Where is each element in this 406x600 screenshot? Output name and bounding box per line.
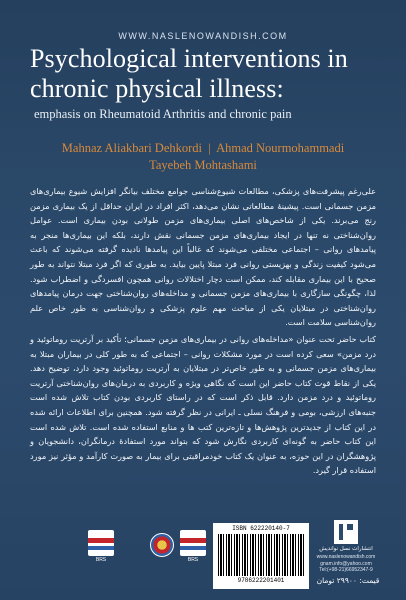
book-subtitle: emphasis on Rheumatoid Arthritis and chronic pain [34, 107, 292, 121]
publisher-email: gnam.info@yahoo.com [320, 560, 372, 567]
title-line-2: chronic physical illness: [30, 74, 284, 103]
emblem-icon [150, 533, 174, 557]
barcode-icon [218, 534, 304, 576]
publisher-website-small: www.naslenowandish.com [316, 554, 376, 560]
author-separator: | [208, 141, 211, 155]
publisher-logo-icon [334, 520, 358, 544]
author-2: Ahmad Nourmohammadi [216, 141, 345, 155]
author-1: Mahnaz Aliakbari Dehkordi [61, 141, 203, 155]
book-price: قیمت: ۲۹۹۰۰ تومان [316, 576, 380, 585]
isbn-barcode-box [213, 523, 309, 589]
authors-block [30, 140, 376, 174]
publisher-website: WWW.NASLENOWANDISH.COM [118, 31, 288, 41]
book-title [30, 44, 390, 104]
publisher-phone: Tel:(+98-21)66952347-9 [319, 567, 373, 573]
back-cover-footer [0, 500, 406, 600]
isbn-digits: 9786222201401 [237, 577, 285, 584]
certification-label-left: BRS [95, 557, 107, 563]
publisher-block [306, 520, 386, 574]
certification-badge-left [88, 530, 114, 568]
certification-label-right: BRS [187, 557, 199, 563]
author-3: Tayebeh Mohtashami [149, 158, 257, 172]
certification-badge-right [180, 530, 206, 568]
publisher-name: انتشارات نسل نواندیش [319, 546, 373, 552]
isbn-label: ISBN 622220140-7 [232, 525, 290, 532]
authors-line-1 [30, 140, 376, 157]
description-paragraph-1: علی‌رغم پیشرفت‌های پزشکی، مطالعات شیوع‌شناسی جوامع مختلف بیانگر افزایش شیوع بیماری‌های مزمن جسمانی است. پیشینهٔ مطالعاتی نشان می‌دهد، اکثر افراد در ایران حداقل از یک بیماری مزمن رنج می‌برند. یکی از شاخص‌های اصلی بیماری‌های مزمن طولانی بودن بیماری است. عوامل روان‌شناختی نه تنها در ایجاد بیماری‌های مزمن جسمانی نقش دارند، بلکه این بیماری‌ها منجر به پیامدهای روانی – اجتماعی مختلفی می‌شوند که غالباً این پیامدها نادیده گرفته می‌شوند که باعث می‌شود کیفیت زندگی و بهزیستی روانی فرد مبتلا پایین بیاید. به طوری که اگر فرد مبتلا نتواند به طور صحیح با این بیماری مقابله کند، ممکن است دچار اختلالات روانی همچون افسردگی و اضطراب شود. لذا، چگونگی سازگاری با بیماری‌های مزمن جسمانی و مداخله‌های روان‌شناختی جهت درمان پیامدهای روان‌شناختی در مبتلایان یکی از مباحث مهم علوم پزشکی و روان‌شناسی به طور خاص علم روان‌شناسی سلامت است. [30, 186, 376, 328]
description-paragraph-2: کتاب حاضر تحت عنوان «مداخله‌های روانی در بیماری‌های مزمن جسمانی؛ تأکید بر آرتریت روماتوئید و درد مزمن» سعی کرده است در مورد مشکلات روانی – اجتماعی که به طور کلی در بیماران مبتلا به بیماری‌های مزمن جسمانی و به طور خاص‌تر در مبتلایان به آرتریت روماتوئید وجود دارد، توضیح دهد. یکی از نقاط قوت کتاب حاضر این است که نگاهی ویژه و کاربردی به درمان‌های روان‌شناختی آرتریت روماتوئید و درد مزمن دارد. قابل ذکر است که در راستای کاربردی بودن کتاب تلاش شده است جنبه‌های ارزشی، بومی و فرهنگ نسلی ـ ایرانی در نظر گرفته شود. همچنین برای اطلاعات ارائه شده در این کتاب از جدیدترین پژوهش‌ها و تازه‌ترین کتب ها و منابع استفاده شده است. تلاش شده است این کتاب حاضر به گونه‌ای کاربردی نگارش شود که بتواند مورد استفادهٔ درمانگران، دانشجویان و پژوهشگران در این حوزه، به عنوان یک کتاب خودمراقبتی برای بیمار به صورت کارآمد و مؤثر نیز مورد استفاده قرار گیرد. [30, 333, 376, 476]
certification-logo-icon [88, 530, 114, 556]
back-cover-description [30, 184, 376, 480]
title-line-1: Psychological interventions in [30, 44, 348, 73]
certification-logo-icon [180, 530, 206, 556]
publisher-contact [306, 554, 386, 574]
